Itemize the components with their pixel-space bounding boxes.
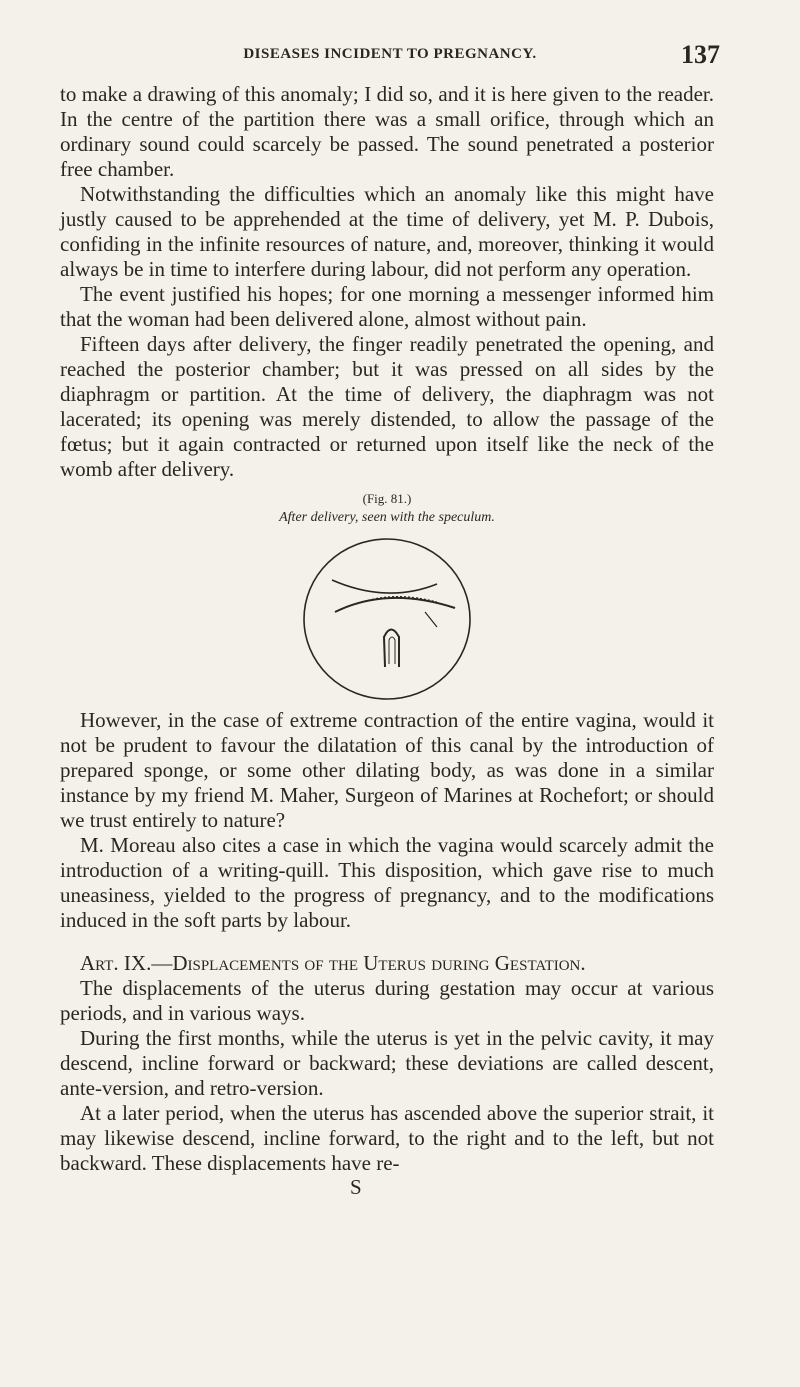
signature-mark: S	[350, 1175, 362, 1199]
paragraph: The displacements of the uterus during gestation may occur at various periods, and in various ways.	[60, 976, 714, 1025]
orifice-inner	[389, 637, 395, 664]
page-header	[60, 40, 720, 72]
upper-fold	[332, 580, 437, 593]
paragraph: During the first months, while the uterus is yet in the pelvic cavity, it may descend, incline forward or backward; these deviations are called descent, ante-version, and retro-version.	[60, 1026, 714, 1100]
speculum-illustration	[287, 532, 487, 702]
figure-number: (Fig. 81.)	[362, 491, 412, 506]
paragraph: to make a drawing of this anomaly; I did so, and it is here given to the reader. In the centre of the partition there was a small orifice, through which an ordinary sound could scarcely be passed. The sound penetrated a posterior free chamber.	[60, 82, 714, 181]
diaphragm-fold	[335, 598, 455, 612]
right-fold	[425, 612, 437, 627]
body-text	[60, 82, 714, 1198]
paragraph: Fifteen days after delivery, the finger readily penetrated the opening, and reached the posterior chamber; but it was pressed on all sides by the diaphragm or partition. At the time of delivery, the diaphragm was not lacerated; its opening was merely distended, to allow the passage of the fœtus; but it again contracted or returned upon itself like the neck of the womb after delivery.	[60, 332, 714, 481]
figure-caption: After delivery, seen with the speculum.	[279, 510, 495, 525]
running-title: DISEASES INCIDENT TO PREGNANCY.	[243, 46, 537, 62]
paragraph: Notwithstanding the difficulties which an anomaly like this might have justly caused to be apprehended at the time of delivery, yet M. P. Dubois, confiding in the infinite resources of nature, and, moreover, thinking it would always be in time to interfere during labour, did not perform any operation.	[60, 182, 714, 281]
orifice	[384, 630, 399, 668]
paragraph: M. Moreau also cites a case in which the vagina would scarcely admit the introduction of a writing-quill. This disposition, which gave rise to much uneasiness, yielded to the progress of pregnancy, and to the modifications induced in the soft parts by labour.	[60, 833, 714, 932]
paragraph: The event justified his hopes; for one morning a messenger informed him that the woman had been delivered alone, almost without pain.	[60, 282, 714, 331]
page-number: 137	[681, 40, 720, 69]
section-heading: Art. IX.—Displacements of the Uterus during Gestation.	[80, 951, 586, 975]
paragraph: At a later period, when the uterus has ascended above the superior strait, it may likewise descend, incline forward, to the right and to the left, but not backward. These displacements have re-	[60, 1101, 714, 1175]
paragraph: However, in the case of extreme contraction of the entire vagina, would it not be prudent to favour the dilatation of this canal by the introduction of prepared sponge, or some other dilating body, as was done in a similar instance by my friend M. Maher, Surgeon of Marines at Rochefort; or should we trust entirely to nature?	[60, 708, 714, 832]
speculum-outline	[304, 539, 470, 699]
figure	[60, 490, 714, 702]
